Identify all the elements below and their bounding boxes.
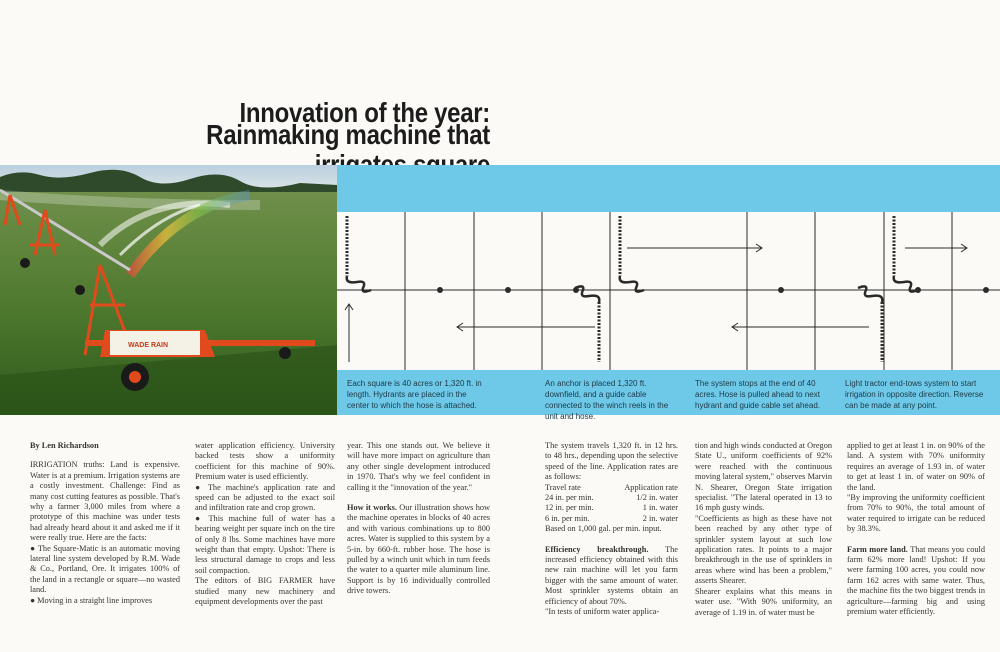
paragraph: ● The machine's application rate and speed can be adjusted to the exact soil and infiltration rate and crop grown.: [195, 482, 335, 513]
article-column-1: [30, 441, 180, 606]
rate-table-header: Travel rate Application rate: [545, 482, 678, 492]
caption-step-2: An anchor is placed 1,320 ft. downfield, and a guide cable connected to the winch reels in the unit and hose.: [545, 379, 669, 421]
byline: By Len Richardson: [30, 441, 99, 450]
paragraph: "By improving the uniformity coefficient from 70% to 90%, the total amount of water required to irrigate can be reduced by 38.3%.: [847, 493, 985, 534]
paragraph: ● Moving in a straight line improves: [30, 595, 153, 605]
machine-brand-label: WADE RAIN: [128, 342, 169, 349]
paragraph: tion and high winds conducted at Oregon State U., uniform coefficients of 92% were reached with the continuous moving lateral system," observes Marvin N. Shearer, Oregon State irrigation specialist. "The lateral operated in 13 to 16 mph gusty winds.: [695, 441, 832, 513]
article-column-5: [695, 441, 832, 618]
subheading-farm-more-land: Farm more land.: [847, 544, 908, 554]
paragraph: How it works. Our illustration shows how the machine operates in blocks of 40 acres and with various combinations up to 800 acres. Water is supplied to this system by a 5-in. by 660-ft. rubber hose. The hose is pulled by a winch unit which in turn feeds the water to a quarter mile aluminum line. Support is by 16 individually controlled drive towers.: [347, 503, 490, 596]
paragraph: Farm more land. That means you could farm 62% more land! Upshot: If you were farming 100 acres, you could now farm 162 acres with same water. Thus, the machine fits the two biggest trends in agriculture—farming big and using premium water efficiently.: [847, 544, 985, 617]
article-column-2: [195, 441, 335, 608]
paragraph: "In tests of uniform water applica-: [545, 607, 660, 617]
subheading-how-it-works: How it works.: [347, 503, 397, 513]
subheading-efficiency: Efficiency breakthrough.: [545, 544, 649, 554]
operation-diagram-svg: [337, 212, 1000, 370]
rate-row: 12 in. per min. 1 in. water: [545, 503, 678, 513]
paragraph: applied to get at least 1 in. on 90% of the land. A system with 70% uniformity requires an average of 1.93 in. of water to get at least 1 in. of water on 90% of the land.: [847, 441, 985, 492]
paragraph: year. This one stands out. We believe it will have more impact on agriculture than any other single development introduced in 1970. That's why we feel confident in calling it the "innovation of the year.": [347, 441, 490, 492]
rate-row: 6 in. per min. 2 in. water: [545, 513, 678, 523]
article-column-3: [347, 441, 490, 597]
paragraph: Efficiency breakthrough. The increased efficiency obtained with this new rain machine will let you farm bigger with the same amount of water. Most sprinkler systems obtain an efficiency of about 70%.: [545, 544, 678, 606]
caption-step-1: Each square is 40 acres or 1,320 ft. in length. Hydrants are placed in the center to which the hose is attached.: [347, 379, 482, 410]
title-line-2: Rainmaking machine that: [206, 120, 490, 152]
article-column-4: [545, 441, 678, 618]
paragraph: water application efficiency. University backed tests show a uniformity coefficient for this machine of 90%. Premium water is used efficiently.: [195, 441, 335, 482]
caption-step-3: The system stops at the end of 40 acres. Hose is pulled ahead to next hydrant and guide cable set ahead.: [695, 379, 820, 410]
paragraph: The system travels 1,320 ft. in 12 hrs. to 48 hrs., depending upon the selective speed of the line. Application rates are as follows:: [545, 441, 678, 482]
caption-step-4: Light tractor end-tows system to start irrigation in opposite direction. Reverse can be made at any point.: [845, 379, 984, 410]
paragraph: ● This machine full of water has a bearing weight per square inch on the tire of only 8 lbs. Some machines have more weight than that empty. Upshot: There is less structural damage to crops and less soil compaction.: [195, 513, 335, 575]
operation-diagram: [337, 212, 1000, 370]
lateral-line-units: [347, 216, 918, 362]
irrigation-machine-photo: [0, 165, 337, 415]
diagram-top-band: [337, 165, 1000, 212]
paragraph: Shearer explains what this means in water use. "With 90% uniformity, an average of 1.19 in. of water must be: [695, 586, 832, 617]
paragraph: Based on 1,000 gal. per min. input.: [545, 524, 662, 534]
paragraph: ● The Square-Matic is an automatic moving lateral line system developed by R.M. Wade & Co., Portland, Ore. It irrigates 100% of the land in a rectangle or square—no wasted land.: [30, 543, 180, 595]
rate-row: 24 in. per min. 1/2 in. water: [545, 493, 678, 503]
paragraph: IRRIGATION truths: Land is expensive. Water is at a premium. Irrigation systems are a costly investment. Challenge: Find as many cost cutting features as possible. That's why a farmer 3,000 miles from where a prototype of this machine was under tests had already heard about it and asked me if it were really true. Here are the facts:: [30, 460, 180, 543]
article-column-6: [847, 441, 985, 618]
paragraph: The editors of BIG FARMER have studied many new machinery and equipment developments over the past: [195, 576, 335, 607]
photo-illustration: [0, 165, 337, 415]
title-line-1: Innovation of the year:: [239, 97, 490, 129]
paragraph: "Coefficients as high as these have not been reached by any other type of sprinkler system layout at such low application rates. It points to a major breakthrough in the use of sprinklers in areas where wind has been a problem," asserts Shearer.: [695, 513, 832, 586]
